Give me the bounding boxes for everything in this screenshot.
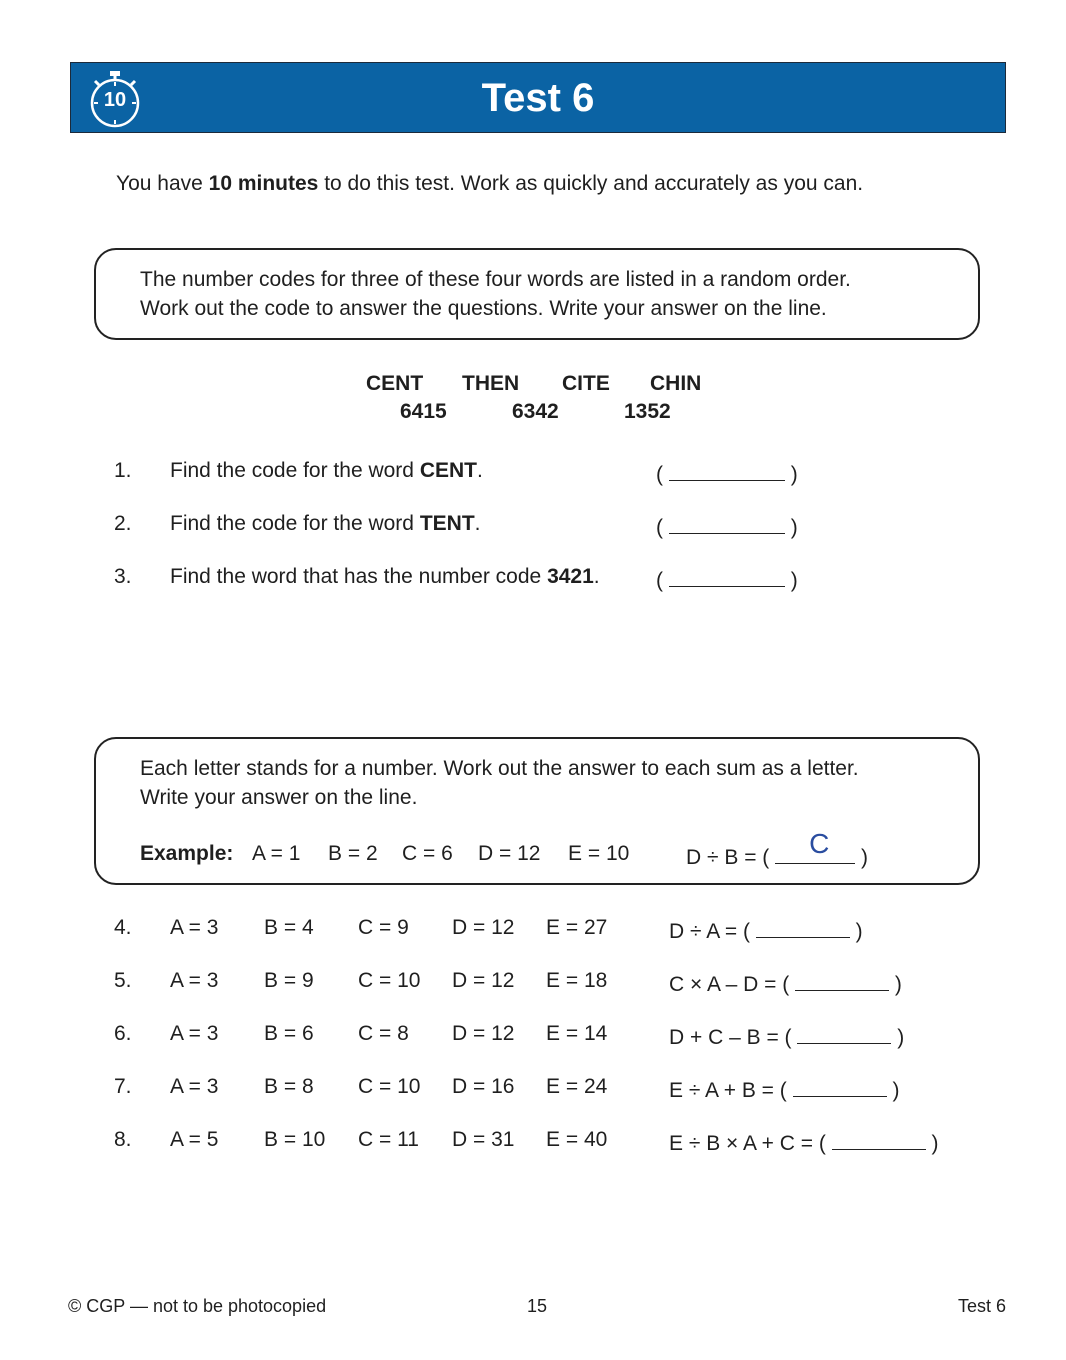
letter-value: D = 12 [452, 969, 515, 992]
letter-value: E = 18 [546, 969, 608, 992]
example-value: A = 1 [252, 842, 301, 865]
page-title: Test 6 [481, 76, 595, 120]
letter-value: B = 4 [264, 916, 314, 939]
sum-answer[interactable]: E ÷ A + B = ( ) [669, 1075, 899, 1103]
footer-test-label: Test 6 [958, 1296, 1007, 1316]
letter-value: E = 40 [546, 1128, 608, 1151]
question-number: 1. [114, 459, 132, 482]
letter-value: B = 6 [264, 1022, 314, 1045]
word-cite: CITE [562, 372, 610, 395]
example-answer: C [809, 828, 830, 859]
example-label: Example: [140, 842, 234, 865]
word-chin: CHIN [650, 372, 702, 395]
letter-value: B = 8 [264, 1075, 314, 1098]
example-value: C = 6 [402, 842, 453, 865]
instruction-line: Work out the code to answer the questions. Write your answer on the line. [140, 297, 827, 320]
instruction-line: The number codes for three of these four words are listed in a random order. [140, 268, 851, 291]
instruction-box-1 [94, 248, 980, 340]
letter-value: E = 24 [546, 1075, 608, 1098]
instruction-line: Each letter stands for a number. Work out the answer to each sum as a letter. [140, 757, 859, 780]
question-text: Find the code for the word TENT. [170, 512, 481, 535]
letter-value: D = 12 [452, 1022, 515, 1045]
instruction-line: Write your answer on the line. [140, 786, 418, 809]
letter-value: E = 14 [546, 1022, 608, 1045]
sum-answer[interactable]: D ÷ A = ( ) [669, 916, 863, 944]
example-sum: D ÷ B = ( C ) [686, 828, 868, 869]
sum-answer[interactable]: D + C – B = ( ) [669, 1022, 904, 1050]
question-number: 8. [114, 1128, 132, 1151]
letter-value: B = 9 [264, 969, 314, 992]
answer-blank[interactable]: ( ) [656, 459, 798, 487]
question-number: 5. [114, 969, 132, 992]
letter-value: A = 3 [170, 969, 219, 992]
answer-blank[interactable]: ( ) [656, 565, 798, 593]
letter-value: A = 3 [170, 1022, 219, 1045]
letter-value: C = 8 [358, 1022, 409, 1045]
timer-minutes: 10 [103, 89, 127, 111]
letter-value: D = 12 [452, 916, 515, 939]
question-number: 2. [114, 512, 132, 535]
word-cent: CENT [366, 372, 424, 395]
word-then: THEN [462, 372, 520, 395]
letter-value: C = 10 [358, 969, 421, 992]
example-value: B = 2 [328, 842, 378, 865]
letter-value: E = 27 [546, 916, 608, 939]
answer-blank[interactable]: ( ) [656, 512, 798, 540]
letter-value: A = 5 [170, 1128, 219, 1151]
sum-answer[interactable]: C × A – D = ( ) [669, 969, 902, 997]
sum-answer[interactable]: E ÷ B × A + C = ( ) [669, 1128, 939, 1156]
code-item: 6342 [512, 400, 559, 423]
question-number: 6. [114, 1022, 132, 1045]
page-number: 15 [527, 1296, 548, 1316]
letter-value: C = 11 [358, 1128, 419, 1151]
code-item: 6415 [400, 400, 447, 423]
code-item: 1352 [624, 400, 671, 423]
letter-value: B = 10 [264, 1128, 326, 1151]
letter-value: D = 16 [452, 1075, 515, 1098]
intro-text: You have 10 minutes to do this test. Work as quickly and accurately as you can. [116, 172, 864, 195]
letter-value: A = 3 [170, 1075, 219, 1098]
letter-value: D = 31 [452, 1128, 515, 1151]
footer-copyright: © CGP — not to be photocopied [68, 1296, 327, 1316]
question-number: 3. [114, 565, 132, 588]
header-bar [70, 62, 1006, 133]
question-text: Find the word that has the number code 3421. [170, 565, 600, 588]
letter-value: A = 3 [170, 916, 219, 939]
question-number: 7. [114, 1075, 132, 1098]
letter-value: C = 10 [358, 1075, 421, 1098]
question-number: 4. [114, 916, 132, 939]
question-text: Find the code for the word CENT. [170, 459, 483, 482]
example-value: E = 10 [568, 842, 630, 865]
letter-value: C = 9 [358, 916, 409, 939]
example-value: D = 12 [478, 842, 541, 865]
